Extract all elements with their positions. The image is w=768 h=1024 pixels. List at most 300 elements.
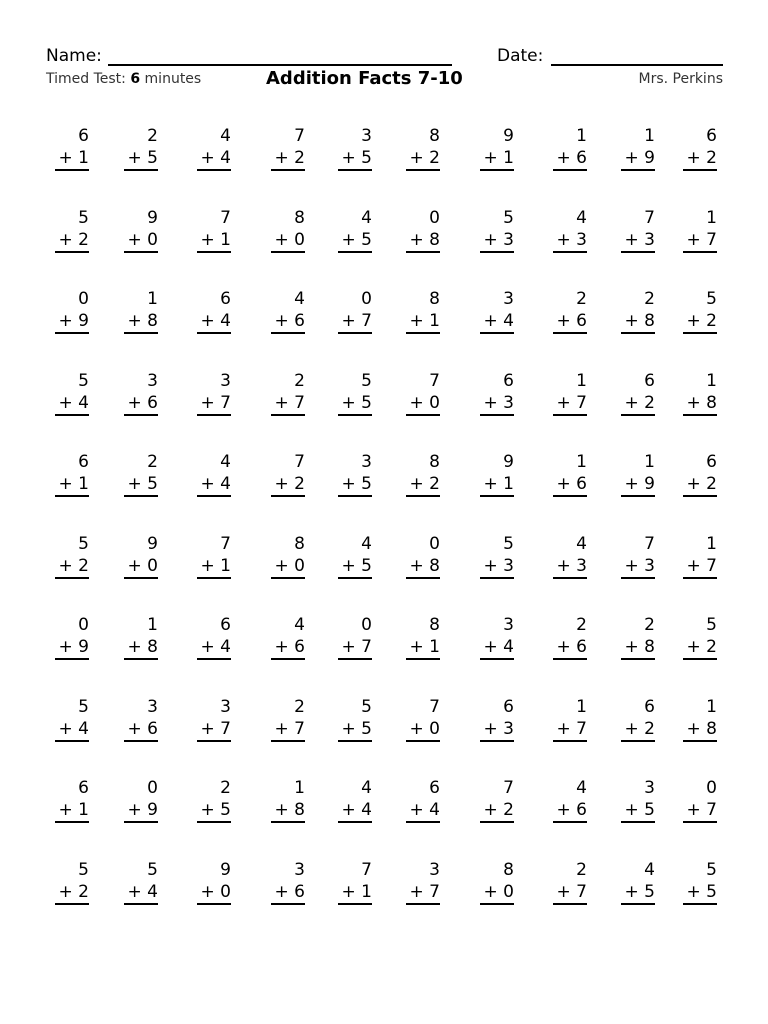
top-addend: 2 <box>294 696 305 717</box>
top-addend: 7 <box>294 126 305 146</box>
top-addend: 7 <box>429 370 440 391</box>
bottom-addend: 0 <box>429 392 440 413</box>
top-addend: 0 <box>361 615 372 635</box>
addition-problem <box>271 207 305 253</box>
plus-operator: + <box>127 800 142 820</box>
top-addend: 9 <box>147 533 158 554</box>
bottom-addend-line <box>683 473 717 497</box>
addition-problem <box>124 859 158 905</box>
plus-operator: + <box>556 474 571 494</box>
bottom-addend-line <box>338 229 372 253</box>
top-addend: 4 <box>220 452 231 472</box>
top-addend: 5 <box>78 370 89 391</box>
bottom-addend-line <box>55 881 89 905</box>
bottom-addend-line <box>55 718 89 742</box>
problem-row <box>0 614 768 696</box>
bottom-addend-line <box>124 881 158 905</box>
top-addend: 9 <box>503 126 514 146</box>
bottom-addend: 8 <box>429 555 440 576</box>
top-addend: 6 <box>644 696 655 717</box>
bottom-addend: 2 <box>429 474 440 494</box>
plus-operator: + <box>200 474 215 494</box>
plus-operator: + <box>624 229 639 250</box>
header-second-row <box>46 68 723 90</box>
bottom-addend-line <box>683 229 717 253</box>
addition-problem <box>406 533 440 579</box>
plus-operator: + <box>483 555 498 576</box>
addition-problem <box>338 207 372 253</box>
plus-operator: + <box>200 392 215 413</box>
top-addend: 5 <box>706 615 717 635</box>
bottom-addend-line <box>406 799 440 823</box>
bottom-addend: 7 <box>220 718 231 739</box>
addition-problem <box>406 125 440 171</box>
name-field-line[interactable] <box>108 64 452 66</box>
plus-operator: + <box>341 229 356 250</box>
plus-operator: + <box>624 474 639 494</box>
bottom-addend-line <box>124 636 158 660</box>
top-addend: 8 <box>294 533 305 554</box>
addition-problem <box>480 370 514 416</box>
bottom-addend: 2 <box>294 148 305 168</box>
bottom-addend: 5 <box>361 148 372 168</box>
bottom-addend-line <box>621 310 655 334</box>
bottom-addend: 5 <box>361 392 372 413</box>
bottom-addend: 5 <box>220 800 231 820</box>
bottom-addend: 5 <box>644 881 655 902</box>
top-addend: 1 <box>576 126 587 146</box>
addition-problem <box>553 696 587 742</box>
top-addend: 7 <box>220 207 231 228</box>
bottom-addend: 2 <box>644 718 655 739</box>
bottom-addend-line <box>553 473 587 497</box>
bottom-addend-line <box>406 147 440 171</box>
bottom-addend: 0 <box>503 881 514 902</box>
addition-problem <box>271 696 305 742</box>
plus-operator: + <box>127 311 142 331</box>
addition-problem <box>683 614 717 660</box>
addition-problem <box>553 288 587 334</box>
addition-problem <box>621 533 655 579</box>
bottom-addend-line <box>271 147 305 171</box>
bottom-addend-line <box>553 555 587 579</box>
top-addend: 3 <box>503 615 514 635</box>
addition-problem <box>621 207 655 253</box>
top-addend: 5 <box>78 696 89 717</box>
bottom-addend-line <box>406 718 440 742</box>
top-addend: 5 <box>706 859 717 880</box>
top-addend: 4 <box>220 126 231 146</box>
bottom-addend: 4 <box>429 800 440 820</box>
plus-operator: + <box>127 229 142 250</box>
bottom-addend: 3 <box>576 229 587 250</box>
addition-problem <box>683 859 717 905</box>
plus-operator: + <box>409 718 424 739</box>
bottom-addend-line <box>55 147 89 171</box>
plus-operator: + <box>58 474 73 494</box>
bottom-addend: 2 <box>429 148 440 168</box>
top-addend: 8 <box>429 615 440 635</box>
top-addend: 2 <box>294 370 305 391</box>
addition-problem <box>683 451 717 497</box>
addition-problem <box>55 859 89 905</box>
bottom-addend-line <box>480 392 514 416</box>
bottom-addend-line <box>271 799 305 823</box>
bottom-addend: 1 <box>78 148 89 168</box>
top-addend: 6 <box>78 452 89 472</box>
bottom-addend: 4 <box>220 311 231 331</box>
plus-operator: + <box>341 474 356 494</box>
addition-problem <box>553 207 587 253</box>
addition-problem <box>683 533 717 579</box>
bottom-addend-line <box>197 473 231 497</box>
top-addend: 9 <box>220 859 231 880</box>
addition-problem <box>553 533 587 579</box>
bottom-addend: 1 <box>503 474 514 494</box>
bottom-addend-line <box>124 473 158 497</box>
top-addend: 1 <box>576 696 587 717</box>
addition-problem <box>621 614 655 660</box>
addition-problem <box>621 370 655 416</box>
top-addend: 5 <box>503 207 514 228</box>
addition-problem <box>55 288 89 334</box>
addition-problem <box>271 125 305 171</box>
addition-problem <box>480 533 514 579</box>
bottom-addend: 6 <box>576 148 587 168</box>
plus-operator: + <box>624 555 639 576</box>
plus-operator: + <box>200 718 215 739</box>
addition-problem <box>621 859 655 905</box>
addition-problem <box>553 125 587 171</box>
bottom-addend-line <box>55 229 89 253</box>
top-addend: 0 <box>429 207 440 228</box>
addition-problem <box>480 288 514 334</box>
plus-operator: + <box>58 229 73 250</box>
bottom-addend-line <box>553 229 587 253</box>
addition-problem <box>55 614 89 660</box>
bottom-addend: 4 <box>78 718 89 739</box>
top-addend: 5 <box>503 533 514 554</box>
plus-operator: + <box>274 229 289 250</box>
date-field-line[interactable] <box>551 64 723 66</box>
timed-test-minutes: 6 <box>130 71 141 87</box>
bottom-addend-line <box>683 555 717 579</box>
bottom-addend: 4 <box>220 474 231 494</box>
plus-operator: + <box>686 555 701 576</box>
bottom-addend-line <box>683 881 717 905</box>
bottom-addend: 5 <box>361 474 372 494</box>
top-addend: 2 <box>147 452 158 472</box>
bottom-addend: 6 <box>576 800 587 820</box>
plus-operator: + <box>409 474 424 494</box>
bottom-addend: 9 <box>644 148 655 168</box>
addition-problem <box>406 207 440 253</box>
bottom-addend: 2 <box>706 311 717 331</box>
bottom-addend: 8 <box>147 311 158 331</box>
bottom-addend-line <box>480 636 514 660</box>
plus-operator: + <box>58 881 73 902</box>
addition-problem <box>338 451 372 497</box>
plus-operator: + <box>127 392 142 413</box>
bottom-addend: 1 <box>78 474 89 494</box>
top-addend: 2 <box>220 778 231 798</box>
bottom-addend: 4 <box>220 637 231 657</box>
bottom-addend-line <box>553 147 587 171</box>
bottom-addend-line <box>271 636 305 660</box>
bottom-addend: 4 <box>503 637 514 657</box>
plus-operator: + <box>58 392 73 413</box>
plus-operator: + <box>686 229 701 250</box>
plus-operator: + <box>200 881 215 902</box>
top-addend: 7 <box>644 207 655 228</box>
addition-problem <box>621 696 655 742</box>
top-addend: 0 <box>78 615 89 635</box>
bottom-addend-line <box>197 881 231 905</box>
addition-problem <box>197 777 231 823</box>
top-addend: 8 <box>294 207 305 228</box>
plus-operator: + <box>409 555 424 576</box>
bottom-addend-line <box>406 310 440 334</box>
plus-operator: + <box>341 718 356 739</box>
addition-problem <box>338 533 372 579</box>
bottom-addend-line <box>406 229 440 253</box>
bottom-addend: 7 <box>220 392 231 413</box>
bottom-addend: 7 <box>294 392 305 413</box>
plus-operator: + <box>341 555 356 576</box>
plus-operator: + <box>483 474 498 494</box>
top-addend: 3 <box>361 452 372 472</box>
plus-operator: + <box>556 555 571 576</box>
bottom-addend-line <box>338 718 372 742</box>
bottom-addend: 6 <box>147 718 158 739</box>
addition-problem <box>338 696 372 742</box>
addition-problem <box>338 614 372 660</box>
addition-problem <box>55 533 89 579</box>
plus-operator: + <box>483 229 498 250</box>
top-addend: 2 <box>576 289 587 309</box>
bottom-addend: 6 <box>294 311 305 331</box>
addition-problem <box>271 451 305 497</box>
top-addend: 3 <box>147 696 158 717</box>
plus-operator: + <box>200 800 215 820</box>
plus-operator: + <box>127 474 142 494</box>
bottom-addend-line <box>683 718 717 742</box>
plus-operator: + <box>127 881 142 902</box>
plus-operator: + <box>483 881 498 902</box>
plus-operator: + <box>686 474 701 494</box>
bottom-addend-line <box>553 392 587 416</box>
bottom-addend: 1 <box>220 229 231 250</box>
plus-operator: + <box>556 881 571 902</box>
plus-operator: + <box>127 718 142 739</box>
bottom-addend: 2 <box>78 229 89 250</box>
header-top-row <box>46 44 723 68</box>
bottom-addend-line <box>480 718 514 742</box>
bottom-addend-line <box>271 392 305 416</box>
date-label: Date: <box>497 46 544 66</box>
bottom-addend-line <box>197 636 231 660</box>
addition-problem <box>621 451 655 497</box>
bottom-addend: 1 <box>429 637 440 657</box>
addition-problem <box>124 125 158 171</box>
bottom-addend: 0 <box>294 555 305 576</box>
bottom-addend-line <box>197 799 231 823</box>
bottom-addend-line <box>621 473 655 497</box>
plus-operator: + <box>341 392 356 413</box>
plus-operator: + <box>409 311 424 331</box>
worksheet-title: Addition Facts 7-10 <box>266 68 463 89</box>
top-addend: 6 <box>503 696 514 717</box>
addition-problem <box>338 370 372 416</box>
bottom-addend: 4 <box>503 311 514 331</box>
top-addend: 1 <box>576 370 587 391</box>
top-addend: 7 <box>220 533 231 554</box>
top-addend: 1 <box>147 615 158 635</box>
bottom-addend: 8 <box>429 229 440 250</box>
addition-problem <box>683 125 717 171</box>
addition-problem <box>338 859 372 905</box>
plus-operator: + <box>58 637 73 657</box>
top-addend: 3 <box>429 859 440 880</box>
bottom-addend-line <box>197 310 231 334</box>
bottom-addend: 2 <box>294 474 305 494</box>
top-addend: 0 <box>78 289 89 309</box>
top-addend: 6 <box>429 778 440 798</box>
top-addend: 0 <box>361 289 372 309</box>
plus-operator: + <box>200 555 215 576</box>
plus-operator: + <box>624 637 639 657</box>
top-addend: 2 <box>576 859 587 880</box>
plus-operator: + <box>624 311 639 331</box>
plus-operator: + <box>483 392 498 413</box>
bottom-addend-line <box>271 229 305 253</box>
bottom-addend-line <box>683 636 717 660</box>
bottom-addend-line <box>338 799 372 823</box>
bottom-addend-line <box>553 718 587 742</box>
top-addend: 7 <box>361 859 372 880</box>
bottom-addend-line <box>683 310 717 334</box>
bottom-addend: 1 <box>220 555 231 576</box>
addition-problem <box>683 207 717 253</box>
addition-problem <box>406 288 440 334</box>
bottom-addend-line <box>124 392 158 416</box>
addition-problem <box>621 777 655 823</box>
bottom-addend-line <box>621 718 655 742</box>
bottom-addend: 8 <box>147 637 158 657</box>
plus-operator: + <box>483 800 498 820</box>
bottom-addend-line <box>338 555 372 579</box>
bottom-addend: 5 <box>361 718 372 739</box>
top-addend: 4 <box>294 615 305 635</box>
addition-problem <box>480 614 514 660</box>
top-addend: 6 <box>706 126 717 146</box>
bottom-addend-line <box>55 799 89 823</box>
plus-operator: + <box>274 637 289 657</box>
bottom-addend-line <box>683 799 717 823</box>
bottom-addend: 3 <box>644 229 655 250</box>
bottom-addend-line <box>197 147 231 171</box>
bottom-addend: 1 <box>361 881 372 902</box>
problem-row <box>0 777 768 859</box>
bottom-addend: 8 <box>294 800 305 820</box>
bottom-addend-line <box>480 229 514 253</box>
problem-row <box>0 696 768 778</box>
top-addend: 1 <box>706 533 717 554</box>
plus-operator: + <box>556 392 571 413</box>
top-addend: 6 <box>503 370 514 391</box>
bottom-addend: 3 <box>503 229 514 250</box>
bottom-addend-line <box>406 473 440 497</box>
plus-operator: + <box>556 311 571 331</box>
plus-operator: + <box>409 148 424 168</box>
plus-operator: + <box>58 800 73 820</box>
addition-problem <box>480 777 514 823</box>
bottom-addend: 8 <box>644 311 655 331</box>
bottom-addend: 4 <box>78 392 89 413</box>
addition-problem <box>271 614 305 660</box>
bottom-addend: 7 <box>361 311 372 331</box>
bottom-addend: 6 <box>294 881 305 902</box>
bottom-addend: 2 <box>706 637 717 657</box>
top-addend: 1 <box>644 126 655 146</box>
bottom-addend-line <box>480 147 514 171</box>
bottom-addend: 0 <box>294 229 305 250</box>
bottom-addend: 2 <box>706 474 717 494</box>
addition-problem <box>683 696 717 742</box>
plus-operator: + <box>274 148 289 168</box>
top-addend: 4 <box>294 289 305 309</box>
plus-operator: + <box>58 555 73 576</box>
timed-test-label: Timed Test: <box>46 71 126 87</box>
plus-operator: + <box>686 881 701 902</box>
plus-operator: + <box>341 637 356 657</box>
plus-operator: + <box>483 148 498 168</box>
bottom-addend-line <box>271 555 305 579</box>
problem-row <box>0 451 768 533</box>
top-addend: 0 <box>429 533 440 554</box>
bottom-addend: 5 <box>361 555 372 576</box>
name-label: Name: <box>46 46 102 66</box>
addition-problem <box>124 370 158 416</box>
top-addend: 3 <box>644 778 655 798</box>
addition-problem <box>553 614 587 660</box>
bottom-addend: 8 <box>706 392 717 413</box>
bottom-addend-line <box>271 310 305 334</box>
plus-operator: + <box>341 881 356 902</box>
addition-problem <box>406 859 440 905</box>
bottom-addend-line <box>197 718 231 742</box>
addition-problem <box>197 533 231 579</box>
addition-problem <box>480 859 514 905</box>
top-addend: 1 <box>576 452 587 472</box>
bottom-addend-line <box>406 392 440 416</box>
bottom-addend: 4 <box>361 800 372 820</box>
plus-operator: + <box>624 718 639 739</box>
bottom-addend: 0 <box>147 555 158 576</box>
addition-problem <box>124 614 158 660</box>
bottom-addend: 0 <box>147 229 158 250</box>
top-addend: 4 <box>644 859 655 880</box>
addition-problem <box>124 696 158 742</box>
addition-problem <box>480 125 514 171</box>
plus-operator: + <box>686 800 701 820</box>
bottom-addend-line <box>197 392 231 416</box>
addition-problem <box>124 451 158 497</box>
problem-row <box>0 533 768 615</box>
bottom-addend-line <box>480 881 514 905</box>
bottom-addend-line <box>338 392 372 416</box>
addition-problem <box>406 370 440 416</box>
